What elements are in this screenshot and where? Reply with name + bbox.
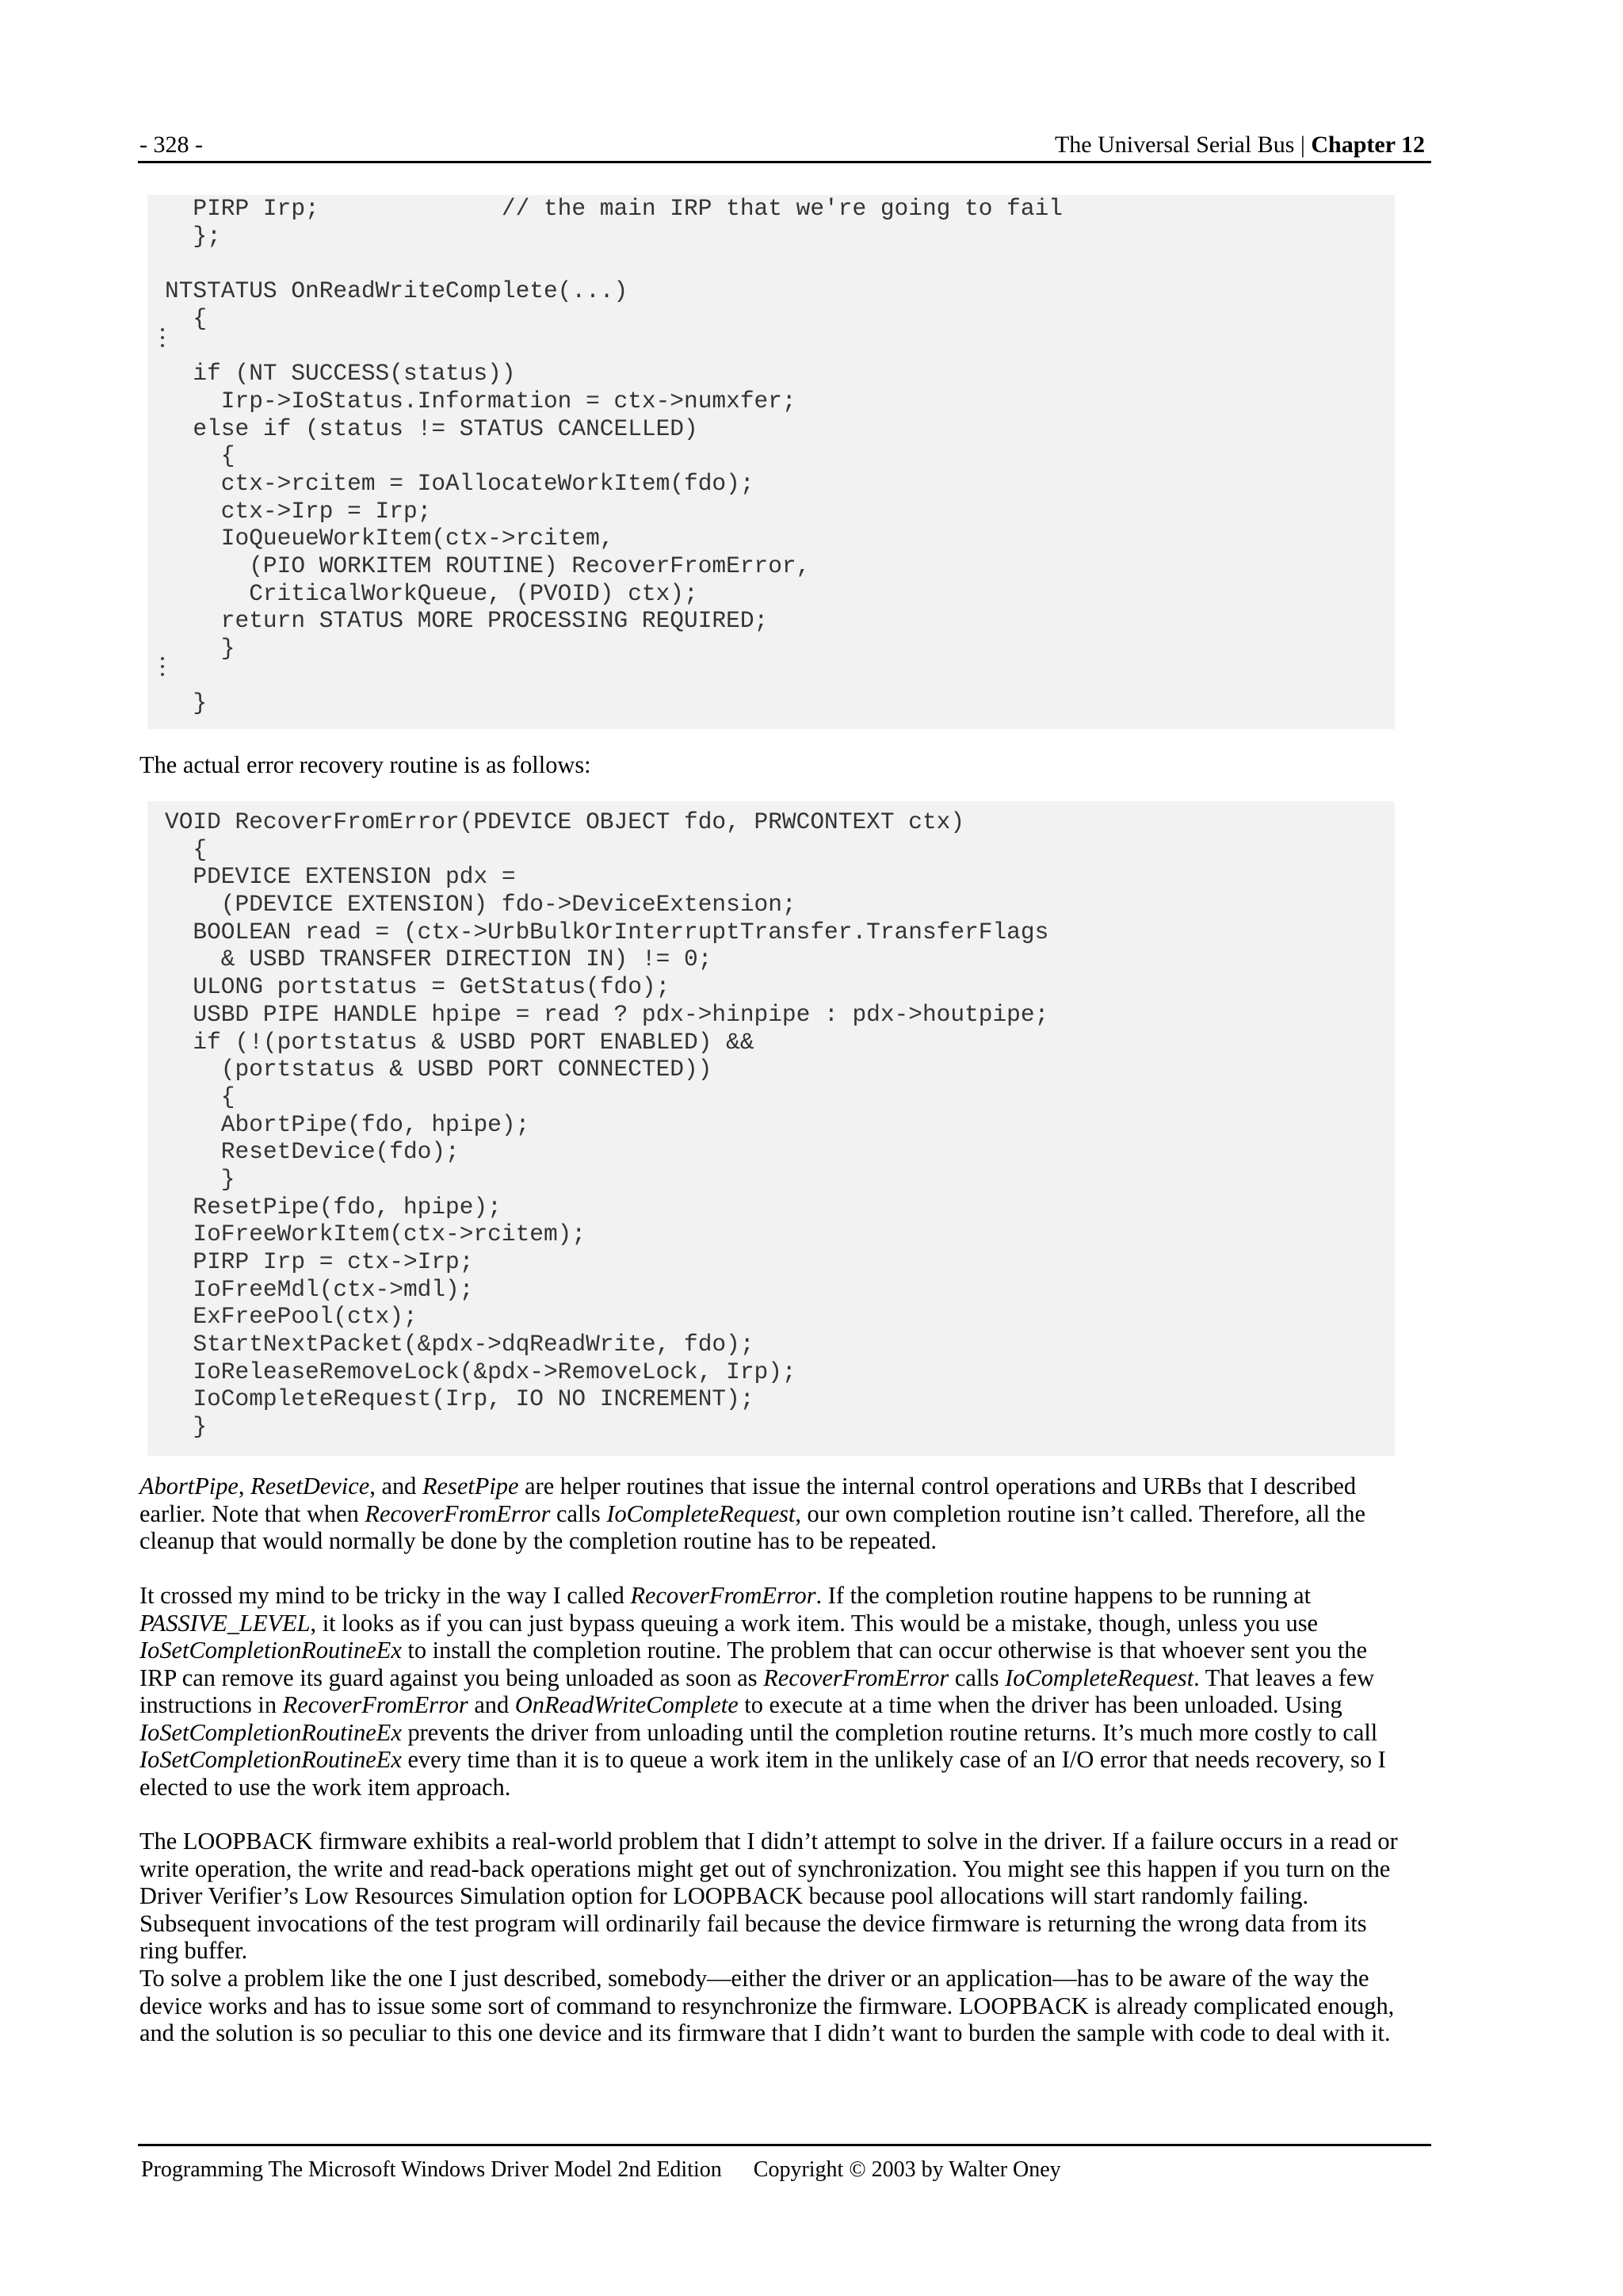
code-lines [165,808,1048,1441]
code-line: IoFreeMdl(ctx->mdl); [165,1275,474,1303]
code-line: PIRP Irp = ctx->Irp; [165,1248,474,1275]
function-name: AbortPipe [139,1473,239,1499]
text-run: to install the completion routine. The problem that can occur otherwise is that whoever sent you the IRP can remove its guard against you being unloaded as soon as [139,1637,1367,1691]
code-line: IoCompleteRequest(Irp, IO NO INCREMENT); [165,1385,754,1413]
paragraph-helper-routines [139,1473,1407,1555]
text-run: . That leaves a few instructions in [139,1664,1375,1718]
code-line: }; [165,222,221,250]
code-lines [165,195,1063,717]
text-run: , it looks as if you can just bypass queuing a work item. This would be a mistake, though, unless you use [310,1609,1319,1637]
code-line: ctx->Irp = Irp; [165,497,432,525]
code-line [165,663,1063,690]
code-line: } [165,1413,208,1441]
header-rule [138,161,1431,163]
code-line: } [165,1165,235,1193]
code-line: IoFreeWorkItem(ctx->rcitem); [165,1221,586,1248]
code-line: { [165,442,235,470]
paragraph-loopback-firmware: The LOOPBACK firmware exhibits a real-world problem that I didn’t attempt to solve in the driver. If a failure occurs in a read or write operation, the write and read-back operations might get out of synchronization. You might see this happen if you turn on the Driver Verifier’s Low Resources Simulation option for LOOPBACK because pool allocations will start randomly failing. Subsequent invocations of the test program will ordinarily fail because the device firmware is returning the wrong data from its ring buffer. [139,1828,1398,1964]
code-line: } [165,635,235,662]
text-run: , [238,1473,251,1499]
code-line: VOID RecoverFromError(PDEVICE OBJECT fdo, PRWCONTEXT ctx) [165,808,965,835]
code-line: if (NT SUCCESS(status)) [165,360,516,388]
text-run: calls [550,1499,607,1527]
code-line: NTSTATUS OnReadWriteComplete(...) [165,277,628,305]
text-run: , and [369,1473,422,1499]
code-line: if (!(portstatus & USBD PORT ENABLED) && [165,1028,754,1056]
function-name: RecoverFromError [763,1664,949,1691]
page-number: - 328 - [139,132,203,158]
code-line: USBD PIPE HANDLE hpipe = read ? pdx->hinpipe : pdx->houtpipe; [165,1000,1049,1028]
intro-sentence: The actual error recovery routine is as follows: [139,751,591,778]
code-line [165,250,1063,277]
function-name: IoSetCompletionRoutineEx [139,1637,402,1664]
code-line: Irp->IoStatus.Information = ctx->numxfer; [165,387,796,415]
text-run: to execute at a time when the driver has been unloaded. Using [738,1691,1342,1718]
chapter-label: Chapter 12 [1311,132,1425,158]
code-line: IoReleaseRemoveLock(&pdx->RemoveLock, Irp); [165,1358,796,1385]
function-name: RecoverFromError [365,1499,551,1527]
code-line: (portstatus & USBD PORT CONNECTED)) [165,1056,712,1083]
function-name: IoCompleteRequest [1005,1664,1194,1691]
text-run: prevents the driver from unloading until the completion routine returns. It’s much more costly to call [401,1718,1378,1746]
code-line: BOOLEAN read = (ctx->UrbBulkOrInterruptTransfer.TransferFlags [165,918,1049,946]
code-line: { [165,304,208,332]
code-line: PDEVICE EXTENSION pdx = [165,863,516,891]
code-line: else if (status != STATUS CANCELLED) [165,415,698,442]
text-run: , our own completion routine isn’t called. Therefore, all the cleanup that would normally be done by the completion routine has to be repeated. [139,1499,1365,1554]
function-name: PASSIVE_LEVEL [139,1609,311,1637]
text-run: calls [949,1664,1006,1691]
function-name: RecoverFromError [630,1582,816,1609]
chapter-title [1055,132,1425,159]
chapter-prefix: The Universal Serial Bus | [1054,132,1312,158]
code-line: ExFreePool(ctx); [165,1303,418,1331]
text-run: and [468,1691,515,1718]
text-run: are helper routines that issue the internal control operations and URBs that I described earlier. Note that when [139,1473,1357,1527]
text-run: . If the completion routine happens to be running at [815,1582,1312,1609]
book-title: Programming The Microsoft Windows Driver Model 2nd Edition [141,2157,722,2182]
code-line: ResetDevice(fdo); [165,1138,460,1166]
code-line: { [165,1083,235,1110]
function-name: IoCompleteRequest [606,1499,796,1527]
code-line: ResetPipe(fdo, hpipe); [165,1193,502,1221]
function-name: IoSetCompletionRoutineEx [139,1718,402,1746]
ellipsis-marker [161,657,167,681]
paragraph-resynchronize: To solve a problem like the one I just described, somebody—either the driver or an application—has to be aware of the way the device works and has to issue some sort of command to resynchronize the firmware. LOOPBACK is already complicated enough, and the solution is so peculiar to this one device and its firmware that I didn’t want to burden the sample with code to deal with it. [139,1965,1395,2046]
code-line: ULONG portstatus = GetStatus(fdo); [165,973,670,1001]
function-name: OnReadWriteComplete [514,1691,739,1718]
code-line: PIRP Irp; // the main IRP that we're going to fail [165,195,1063,222]
footer-rule [138,2144,1431,2146]
text-run: every time than it is to queue a work item in the unlikely case of an I/O error that needs recovery, so I elected to use the work item approach. [139,1746,1386,1801]
code-line: IoQueueWorkItem(ctx->rcitem, [165,525,614,552]
code-line: (PIO WORKITEM ROUTINE) RecoverFromError, [165,552,811,579]
code-block-completion-routine [147,195,1395,729]
function-name: IoSetCompletionRoutineEx [139,1746,402,1773]
code-line: StartNextPacket(&pdx->dqReadWrite, fdo); [165,1331,754,1358]
code-block-recover-from-error [147,801,1395,1456]
code-line: CriticalWorkQueue, (PVOID) ctx); [165,579,698,607]
ellipsis-marker [161,328,167,352]
code-line: ctx->rcitem = IoAllocateWorkItem(fdo); [165,469,754,497]
code-line: & USBD TRANSFER DIRECTION IN) != 0; [165,946,712,973]
function-name: ResetDevice [250,1473,370,1499]
code-line: } [165,690,208,717]
code-line [165,332,1063,360]
paragraph-passive-level [139,1582,1407,1801]
copyright-notice: Copyright © 2003 by Walter Oney [753,2157,1061,2182]
code-line: AbortPipe(fdo, hpipe); [165,1110,530,1138]
code-line: { [165,835,208,863]
text-run: It crossed my mind to be tricky in the way I called [139,1582,631,1609]
page-footer [141,2157,1061,2183]
code-line: return STATUS MORE PROCESSING REQUIRED; [165,607,769,635]
code-line: (PDEVICE EXTENSION) fdo->DeviceExtension; [165,891,796,919]
function-name: ResetPipe [422,1473,519,1499]
function-name: RecoverFromError [282,1691,468,1718]
page-header [139,128,1430,162]
